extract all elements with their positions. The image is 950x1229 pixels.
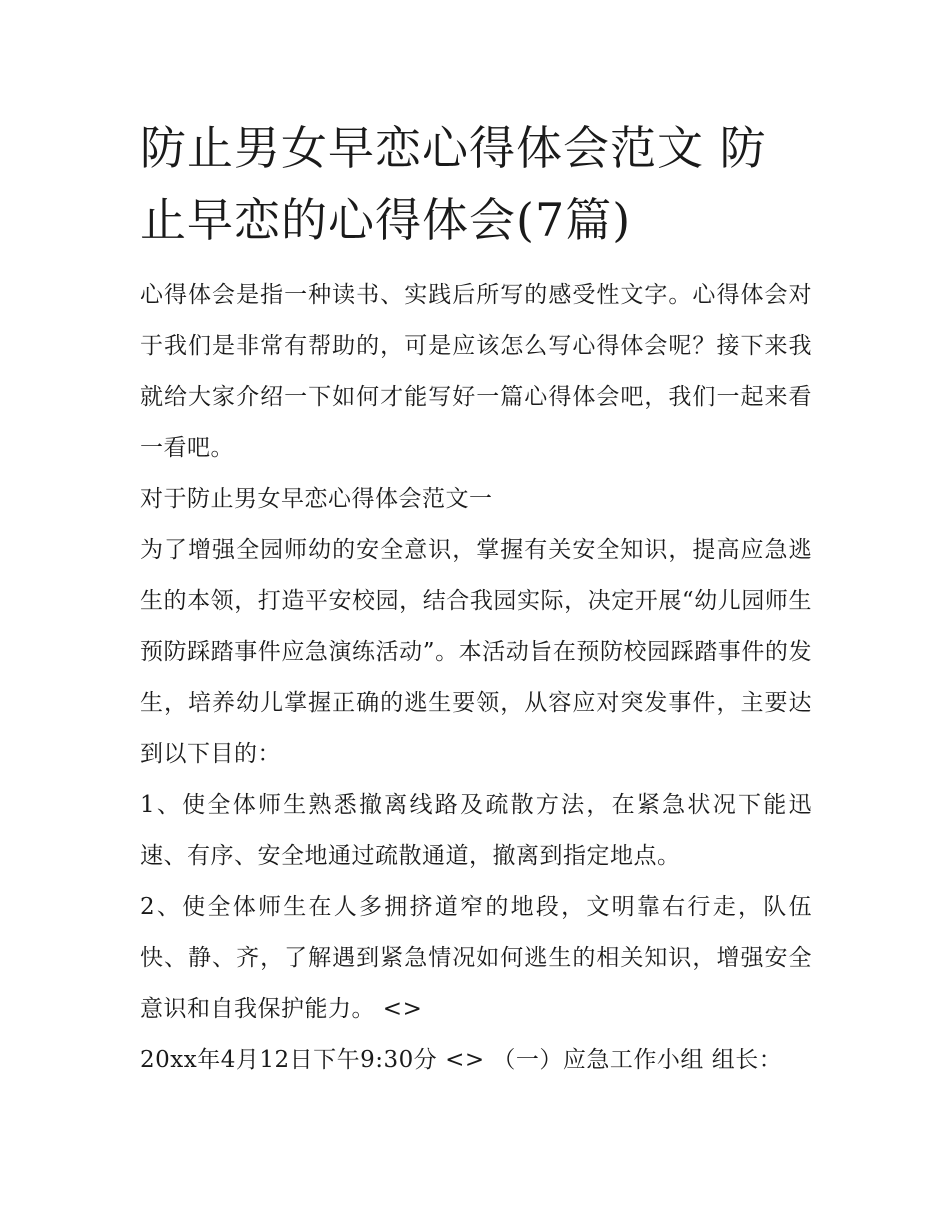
date-line: 20xx年4月12日下午9:30分 <> （一）应急工作小组 组长： bbox=[140, 1047, 783, 1073]
intro-paragraph: 心得体会是指一种读书、实践后所写的感受性文字。心得体会对于我们是非常有帮助的，可是应该怎么写心得体会呢？接下来我就给大家介绍一下如何才能写好一篇心得体会吧，我们一起来看一看吧。 bbox=[140, 282, 812, 461]
list-item-1: 1、使全体师生熟悉撤离线路及疏散方法，在紧急状况下能迅速、有序、安全地通过疏散通道，撤离到指定地点。 bbox=[140, 792, 812, 869]
document-page bbox=[140, 112, 812, 1086]
list-item-2: 2、使全体师生在人多拥挤道窄的地段，文明靠右行走，队伍快、静、齐，了解遇到紧急情况如何逃生的相关知识，增强安全意识和自我保护能力。 <> bbox=[140, 894, 812, 1022]
document-title: 防止男女早恋心得体会范文 防止早恋的心得体会(7篇) bbox=[140, 121, 767, 247]
body-paragraph: 为了增强全园师幼的安全意识，掌握有关安全知识，提高应急逃生的本领，打造平安校园，结合我园实际，决定开展“幼儿园师生预防踩踏事件应急演练活动”。本活动旨在预防校园踩踏事件的发生，培养幼儿掌握正确的逃生要领，从容应对突发事件，主要达到以下目的： bbox=[140, 537, 812, 767]
section-heading: 对于防止男女早恋心得体会范文一 bbox=[140, 486, 493, 512]
